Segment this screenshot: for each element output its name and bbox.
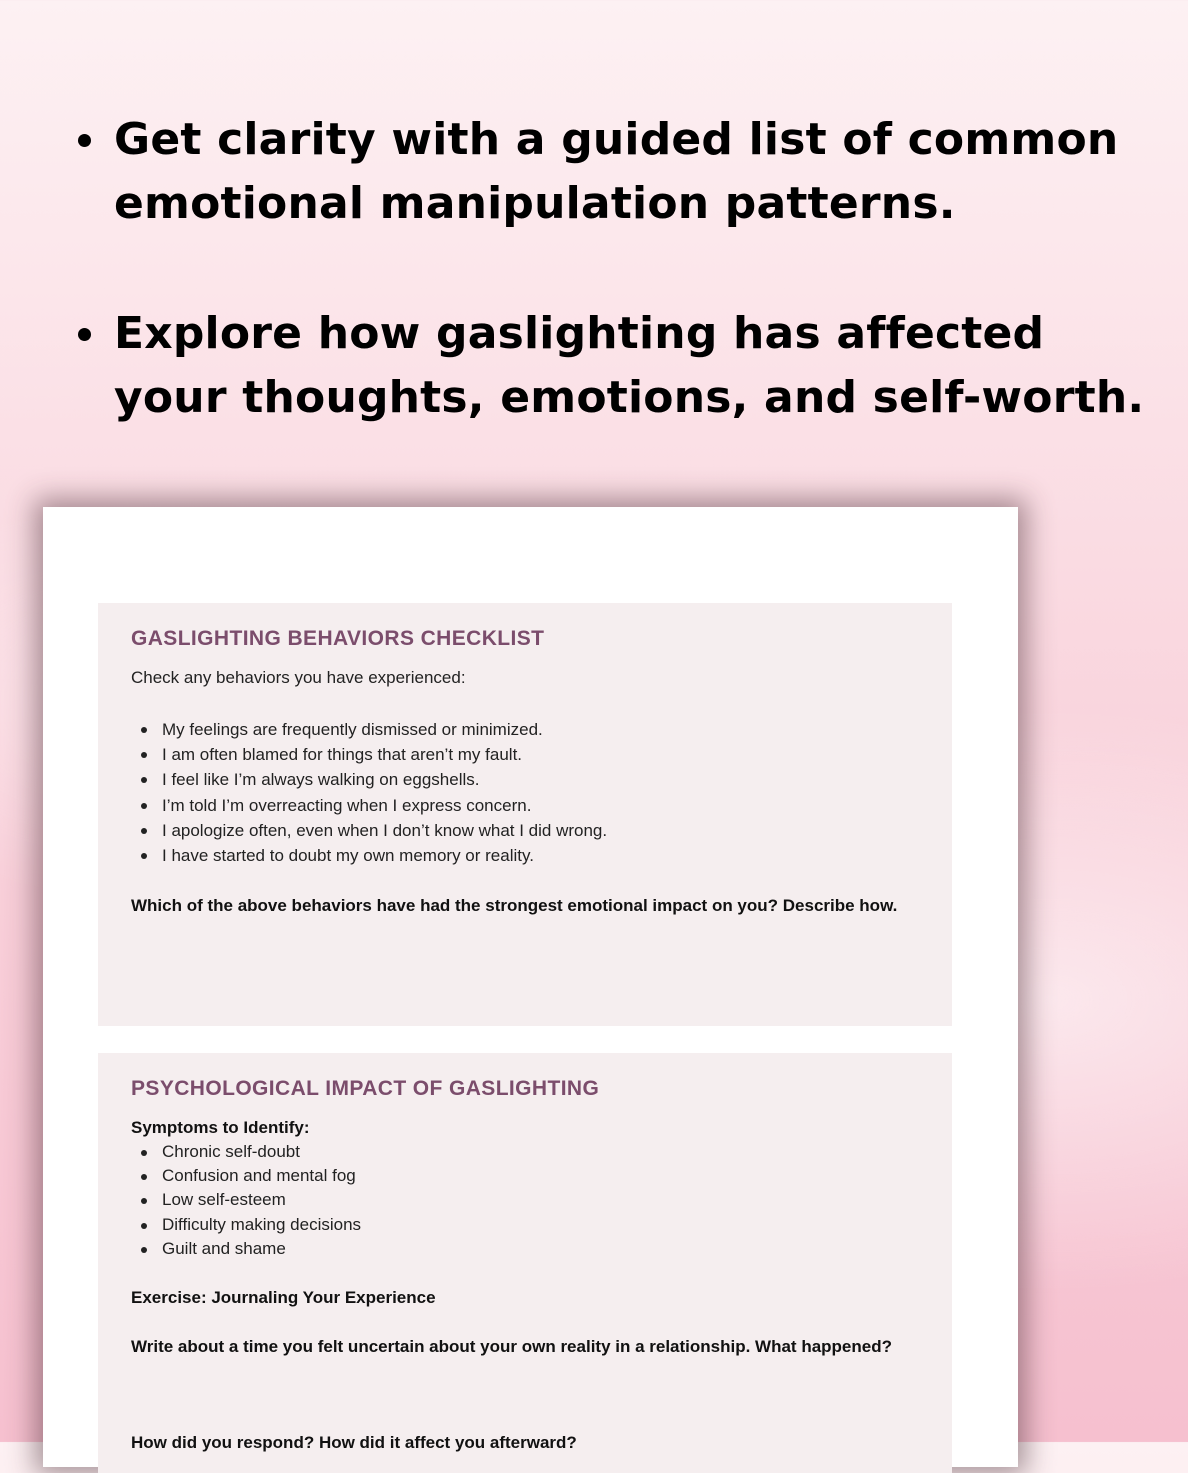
bullet-dot-icon xyxy=(141,803,147,809)
checklist-instruction: Check any behaviors you have experienced: xyxy=(131,668,466,687)
impact-title: PSYCHOLOGICAL IMPACT OF GASLIGHTING xyxy=(131,1077,600,1100)
list-item-text: I have started to doubt my own memory or reality. xyxy=(162,846,534,866)
list-item-text: I am often blamed for things that aren’t my fault. xyxy=(162,745,523,765)
checklist-items xyxy=(131,717,919,868)
list-item-text: Low self-esteem xyxy=(162,1190,286,1210)
bullet-dot-icon xyxy=(141,1198,147,1204)
symptoms-heading: Symptoms to Identify: xyxy=(131,1118,310,1137)
bullet-dot-icon xyxy=(141,777,147,783)
list-item xyxy=(131,1237,919,1261)
checklist-title: GASLIGHTING BEHAVIORS CHECKLIST xyxy=(131,627,545,650)
list-item-text: Difficulty making decisions xyxy=(162,1214,362,1234)
list-item-text: My feelings are frequently dismissed or minimized. xyxy=(162,720,543,739)
promo-bullet-text: Get clarity with a guided list of common emotional manipulation patterns. xyxy=(114,114,1119,229)
promo-bullet-item xyxy=(72,302,1162,430)
promo-bullet-item xyxy=(72,108,1162,236)
checklist-panel xyxy=(98,603,952,1026)
bullet-dot-icon xyxy=(141,828,147,834)
bullet-dot-icon xyxy=(141,1150,147,1156)
list-item-text: Confusion and mental fog xyxy=(162,1166,356,1186)
list-item-text: I feel like I’m always walking on eggshells. xyxy=(162,770,480,790)
promo-bullet-text: Explore how gaslighting has affected your thoughts, emotions, and self-worth. xyxy=(114,308,1145,423)
worksheet-page-preview xyxy=(43,507,1018,1467)
list-item xyxy=(131,1188,919,1212)
list-item xyxy=(131,818,919,843)
list-item-text: I’m told I’m overreacting when I express concern. xyxy=(162,795,532,815)
bullet-dot-icon xyxy=(141,752,147,758)
list-item xyxy=(131,717,919,742)
impact-panel xyxy=(98,1053,952,1473)
exercise-heading: Exercise: Journaling Your Experience xyxy=(131,1288,436,1308)
bullet-dot-icon xyxy=(141,1223,147,1229)
promo-bullet-list xyxy=(72,108,1162,430)
list-item xyxy=(131,767,919,792)
bullet-dot-icon xyxy=(78,134,91,147)
journal-prompt-2: How did you respond? How did it affect you afterward? xyxy=(131,1433,577,1453)
list-item xyxy=(131,1140,919,1164)
symptom-items xyxy=(131,1140,919,1261)
list-item xyxy=(131,742,919,767)
bullet-dot-icon xyxy=(141,1247,147,1253)
bullet-dot-icon xyxy=(141,853,147,859)
list-item-text: I apologize often, even when I don’t know what I did wrong. xyxy=(162,820,608,840)
bullet-dot-icon xyxy=(141,1174,147,1180)
list-item xyxy=(131,843,919,868)
list-item xyxy=(131,1164,919,1188)
journal-prompt-1: Write about a time you felt uncertain about your own reality in a relationship. What happened? xyxy=(131,1337,892,1357)
bullet-dot-icon xyxy=(141,727,147,733)
list-item xyxy=(131,793,919,818)
checklist-question: Which of the above behaviors have had the strongest emotional impact on you? Describe how. xyxy=(131,896,898,916)
list-item-text: Guilt and shame xyxy=(162,1238,286,1258)
list-item xyxy=(131,1213,919,1237)
list-item-text: Chronic self-doubt xyxy=(162,1142,300,1161)
bullet-dot-icon xyxy=(78,328,91,341)
